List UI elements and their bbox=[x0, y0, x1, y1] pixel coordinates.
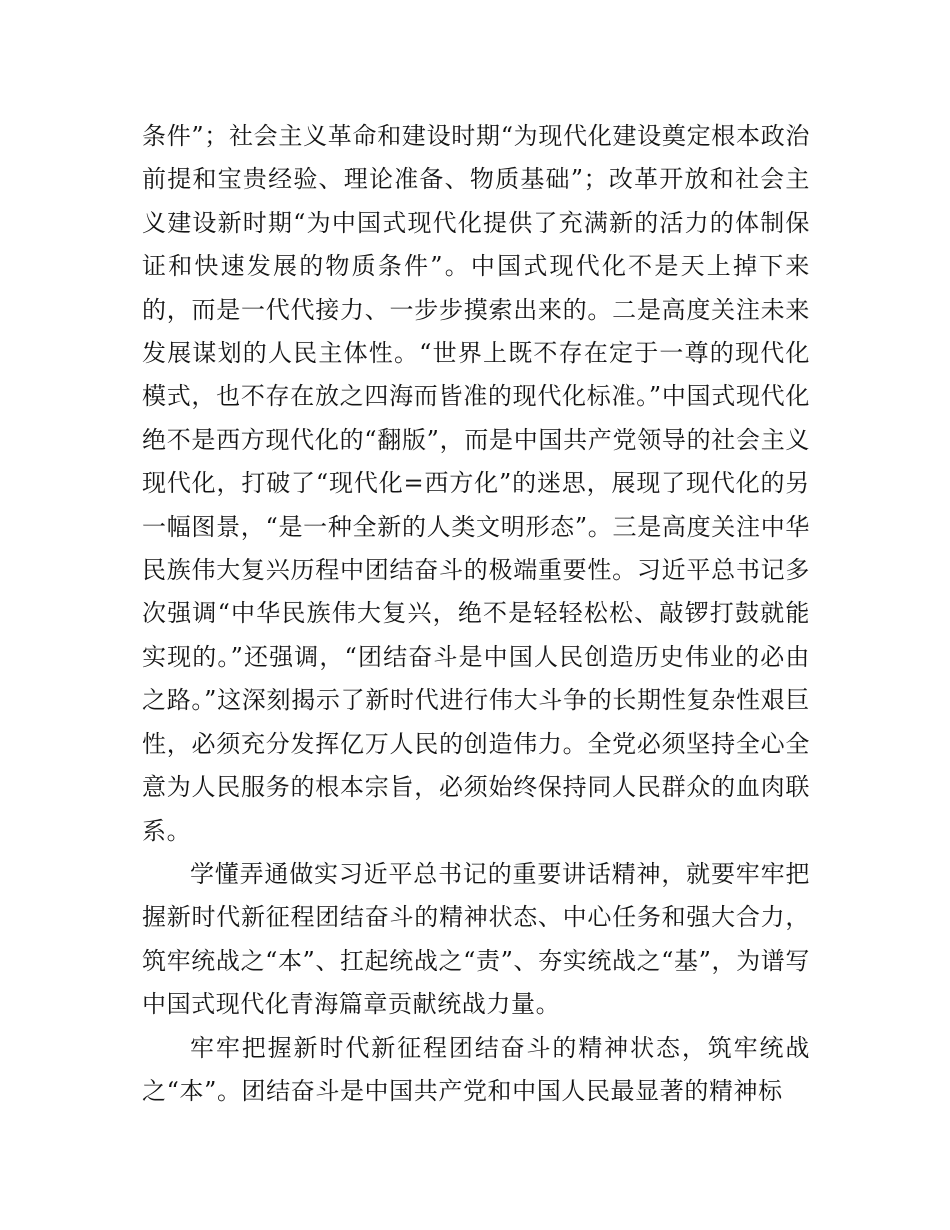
body-paragraph-2: 学懂弄通做实习近平总书记的重要讲话精神，就要牢牢把握新时代新征程团结奋斗的精神状态、中心任务和强大合力，筑牢统战之“本”、扛起统战之“责”、夯实统战之“基”，为谱写中国式现代化青海篇章贡献统战力量。 bbox=[142, 859, 810, 1019]
body-paragraph-3: 牢牢把握新时代新征程团结奋斗的精神状态，筑牢统战之“本”。团结奋斗是中国共产党和中国人民最显著的精神标 bbox=[142, 1033, 810, 1105]
body-paragraph-1: 条件”；社会主义革命和建设时期“为现代化建设奠定根本政治前提和宝贵经验、理论准备、物质基础”；改革开放和社会主义建设新时期“为中国式现代化提供了充满新的活力的体制保证和快速发展的物质条件”。中国式现代化不是天上掉下来的，而是一代代接力、一步步摸索出来的。二是高度关注未来发展谋划的人民主体性。“世界上既不存在定于一尊的现代化模式，也不存在放之四海而皆准的现代化标准。”中国式现代化绝不是西方现代化的“翻版”，而是中国共产党领导的社会主义现代化，打破了“现代化=西方化”的迷思，展现了现代化的另一幅图景，“是一种全新的人类文明形态”。三是高度关注中华民族伟大复兴历程中团结奋斗的极端重要性。习近平总书记多次强调“中华民族伟大复兴，绝不是轻轻松松、敲锣打鼓就能实现的。”还强调，“团结奋斗是中国人民创造历史伟业的必由之路。”这深刻揭示了新时代进行伟大斗争的长期性复杂性艰巨性，必须充分发挥亿万人民的创造伟力。全党必须坚持全心全意为人民服务的根本宗旨，必须始终保持同人民群众的血肉联系。 bbox=[142, 122, 810, 845]
